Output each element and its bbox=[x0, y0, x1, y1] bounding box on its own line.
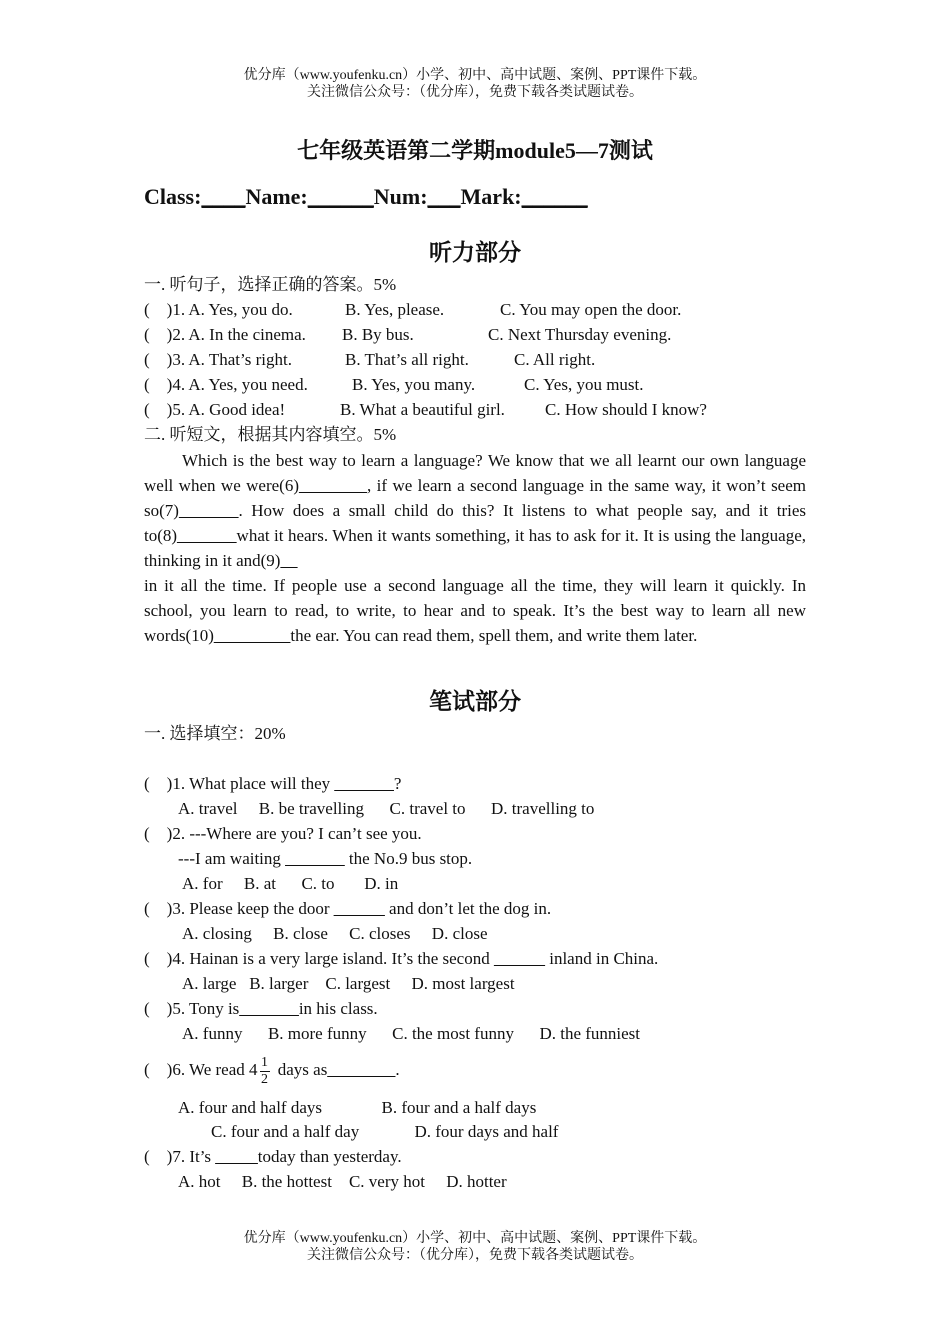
q-text: ---I am waiting bbox=[178, 849, 286, 868]
answer-blank: _______ bbox=[334, 774, 394, 793]
listening-q3 bbox=[144, 348, 596, 372]
q-text: inland in China. bbox=[544, 949, 659, 968]
q-text: . bbox=[395, 1060, 400, 1079]
footer-line-2: 关注微信公众号：（优分库），免费下载各类试题试卷。 bbox=[307, 1248, 643, 1263]
class-label: Class: bbox=[144, 184, 202, 209]
answer-blank: ________ bbox=[327, 1060, 396, 1079]
option-c: C. Yes, you must. bbox=[524, 375, 644, 394]
passage-text: in it all the time. If people use a second language all the time, they will learn it quickly. In school, you learn to read, to write, to hear and to speak. It’s the best way to learn all new words(10) bbox=[144, 576, 806, 645]
option-b: B. Yes, please. bbox=[345, 300, 445, 319]
option-b: B. By bus. bbox=[342, 325, 414, 344]
listening-passage bbox=[144, 448, 806, 648]
q-text: ( )3. Please keep the door bbox=[144, 899, 334, 918]
q-text: and don’t let the dog in. bbox=[384, 899, 552, 918]
written-q6-options-1: A. four and half days B. four and a half days bbox=[178, 1098, 537, 1117]
answer-blank: _______ bbox=[239, 999, 299, 1018]
written-q7-options: A. hot B. the hottest C. very hot D. hotter bbox=[178, 1172, 507, 1191]
fraction-denominator: 2 bbox=[261, 1071, 268, 1087]
listening-heading: 听力部分 bbox=[429, 240, 521, 265]
written-q3-options: A. closing B. close C. closes D. close bbox=[182, 924, 488, 943]
blank-8: _______ bbox=[177, 526, 237, 545]
option-c: C. You may open the door. bbox=[500, 300, 682, 319]
name-label: Name: bbox=[245, 184, 308, 209]
passage-text: Which is the best way to learn a language? We know that we all learnt our own language well when we were(6) bbox=[144, 451, 806, 495]
passage-text: the ear. You can read them, spell them, and write them later. bbox=[290, 626, 698, 645]
q-text: ( )7. It’s bbox=[144, 1147, 216, 1166]
answer-blank: _____ bbox=[215, 1147, 258, 1166]
page-header bbox=[0, 67, 950, 101]
written-q4 bbox=[144, 947, 658, 971]
written-q1 bbox=[144, 772, 401, 796]
listening-q4 bbox=[144, 373, 644, 397]
blank-10: _________ bbox=[213, 626, 291, 645]
listening-q2 bbox=[144, 323, 672, 347]
name-blank: ______ bbox=[307, 184, 374, 209]
passage-text: . How does a small child do this? It listens to what people say, and it tries to(8) bbox=[144, 501, 806, 545]
written-q2-line2 bbox=[178, 847, 472, 871]
exam-title: 七年级英语第二学期module5—7测试 bbox=[297, 138, 653, 163]
header-line-1: 优分库（www.youfenku.cn）小学、初中、高中试题、案例、PPT课件下载。 bbox=[243, 68, 707, 83]
written-q2: ( )2. ---Where are you? I can’t see you. bbox=[144, 824, 422, 843]
q-text: ( )4. Hainan is a very large island. It’s the second bbox=[144, 949, 494, 968]
option-b: B. Yes, you many. bbox=[352, 375, 476, 394]
q-text: ( )5. A. Good idea! bbox=[144, 400, 286, 419]
q-text: ( )4. A. Yes, you need. bbox=[144, 375, 308, 394]
written-q5 bbox=[144, 997, 378, 1021]
q-text: the No.9 bus stop. bbox=[344, 849, 473, 868]
listening-q1 bbox=[144, 298, 682, 322]
written-q7 bbox=[144, 1145, 402, 1169]
listening-q5 bbox=[144, 398, 707, 422]
written-q6 bbox=[144, 1047, 400, 1093]
q-text: ( )6. We read 4 bbox=[144, 1060, 258, 1079]
blank-6: ________ bbox=[299, 476, 367, 495]
written-q2-options: A. for B. at C. to D. in bbox=[182, 874, 399, 893]
written-q6-options-2: C. four and a half day D. four days and half bbox=[211, 1122, 559, 1141]
class-blank: ____ bbox=[201, 184, 246, 209]
mark-blank: ______ bbox=[521, 184, 588, 209]
fraction-one-half bbox=[260, 1055, 270, 1088]
option-c: C. All right. bbox=[514, 350, 596, 369]
written-q5-options: A. funny B. more funny C. the most funny D. the funniest bbox=[182, 1024, 641, 1043]
num-blank: ___ bbox=[427, 184, 461, 209]
blank-7: _______ bbox=[178, 501, 239, 520]
q-text: in his class. bbox=[298, 999, 378, 1018]
blank-9: __ bbox=[280, 551, 298, 570]
header-line-2: 关注微信公众号：（优分库），免费下载各类试题试卷。 bbox=[307, 85, 643, 100]
q-text: today than yesterday. bbox=[257, 1147, 402, 1166]
num-label: Num: bbox=[373, 184, 428, 209]
q-text: ( )5. Tony is bbox=[144, 999, 240, 1018]
q-text: ( )1. What place will they bbox=[144, 774, 335, 793]
answer-blank: _______ bbox=[285, 849, 345, 868]
mark-label: Mark: bbox=[460, 184, 522, 209]
fraction-numerator: 1 bbox=[261, 1054, 268, 1070]
option-b: B. That’s all right. bbox=[345, 350, 469, 369]
listening-part2-title: 二. 听短文，根据其内容填空。5% bbox=[144, 425, 397, 444]
q-text: ? bbox=[393, 774, 402, 793]
page-footer bbox=[0, 1230, 950, 1264]
written-heading: 笔试部分 bbox=[429, 689, 521, 714]
student-info-line bbox=[144, 184, 588, 210]
q-text: days as bbox=[273, 1060, 328, 1079]
passage-text: what it hears. When it wants something, it has to ask for it. It is using the language, thinking in it and(9) bbox=[144, 526, 806, 570]
written-q4-options: A. large B. larger C. largest D. most largest bbox=[182, 974, 515, 993]
answer-blank: ______ bbox=[493, 949, 545, 968]
answer-blank: ______ bbox=[333, 899, 385, 918]
q-text: ( )3. A. That’s right. bbox=[144, 350, 292, 369]
written-q3 bbox=[144, 897, 551, 921]
written-part1-title: 一. 选择填空：20% bbox=[144, 724, 286, 743]
footer-line-1: 优分库（www.youfenku.cn）小学、初中、高中试题、案例、PPT课件下载。 bbox=[243, 1231, 707, 1246]
passage-text: , if we learn a second language in the same way, it won’t seem so(7) bbox=[144, 476, 806, 520]
option-c: C. How should I know? bbox=[545, 400, 707, 419]
option-b: B. What a beautiful girl. bbox=[340, 400, 505, 419]
option-c: C. Next Thursday evening. bbox=[488, 325, 672, 344]
q-text: ( )1. A. Yes, you do. bbox=[144, 300, 293, 319]
q-text: ( )2. A. In the cinema. bbox=[144, 325, 306, 344]
listening-part1-title: 一. 听句子，选择正确的答案。5% bbox=[144, 275, 397, 294]
written-q1-options: A. travel B. be travelling C. travel to D. travelling to bbox=[178, 799, 595, 818]
